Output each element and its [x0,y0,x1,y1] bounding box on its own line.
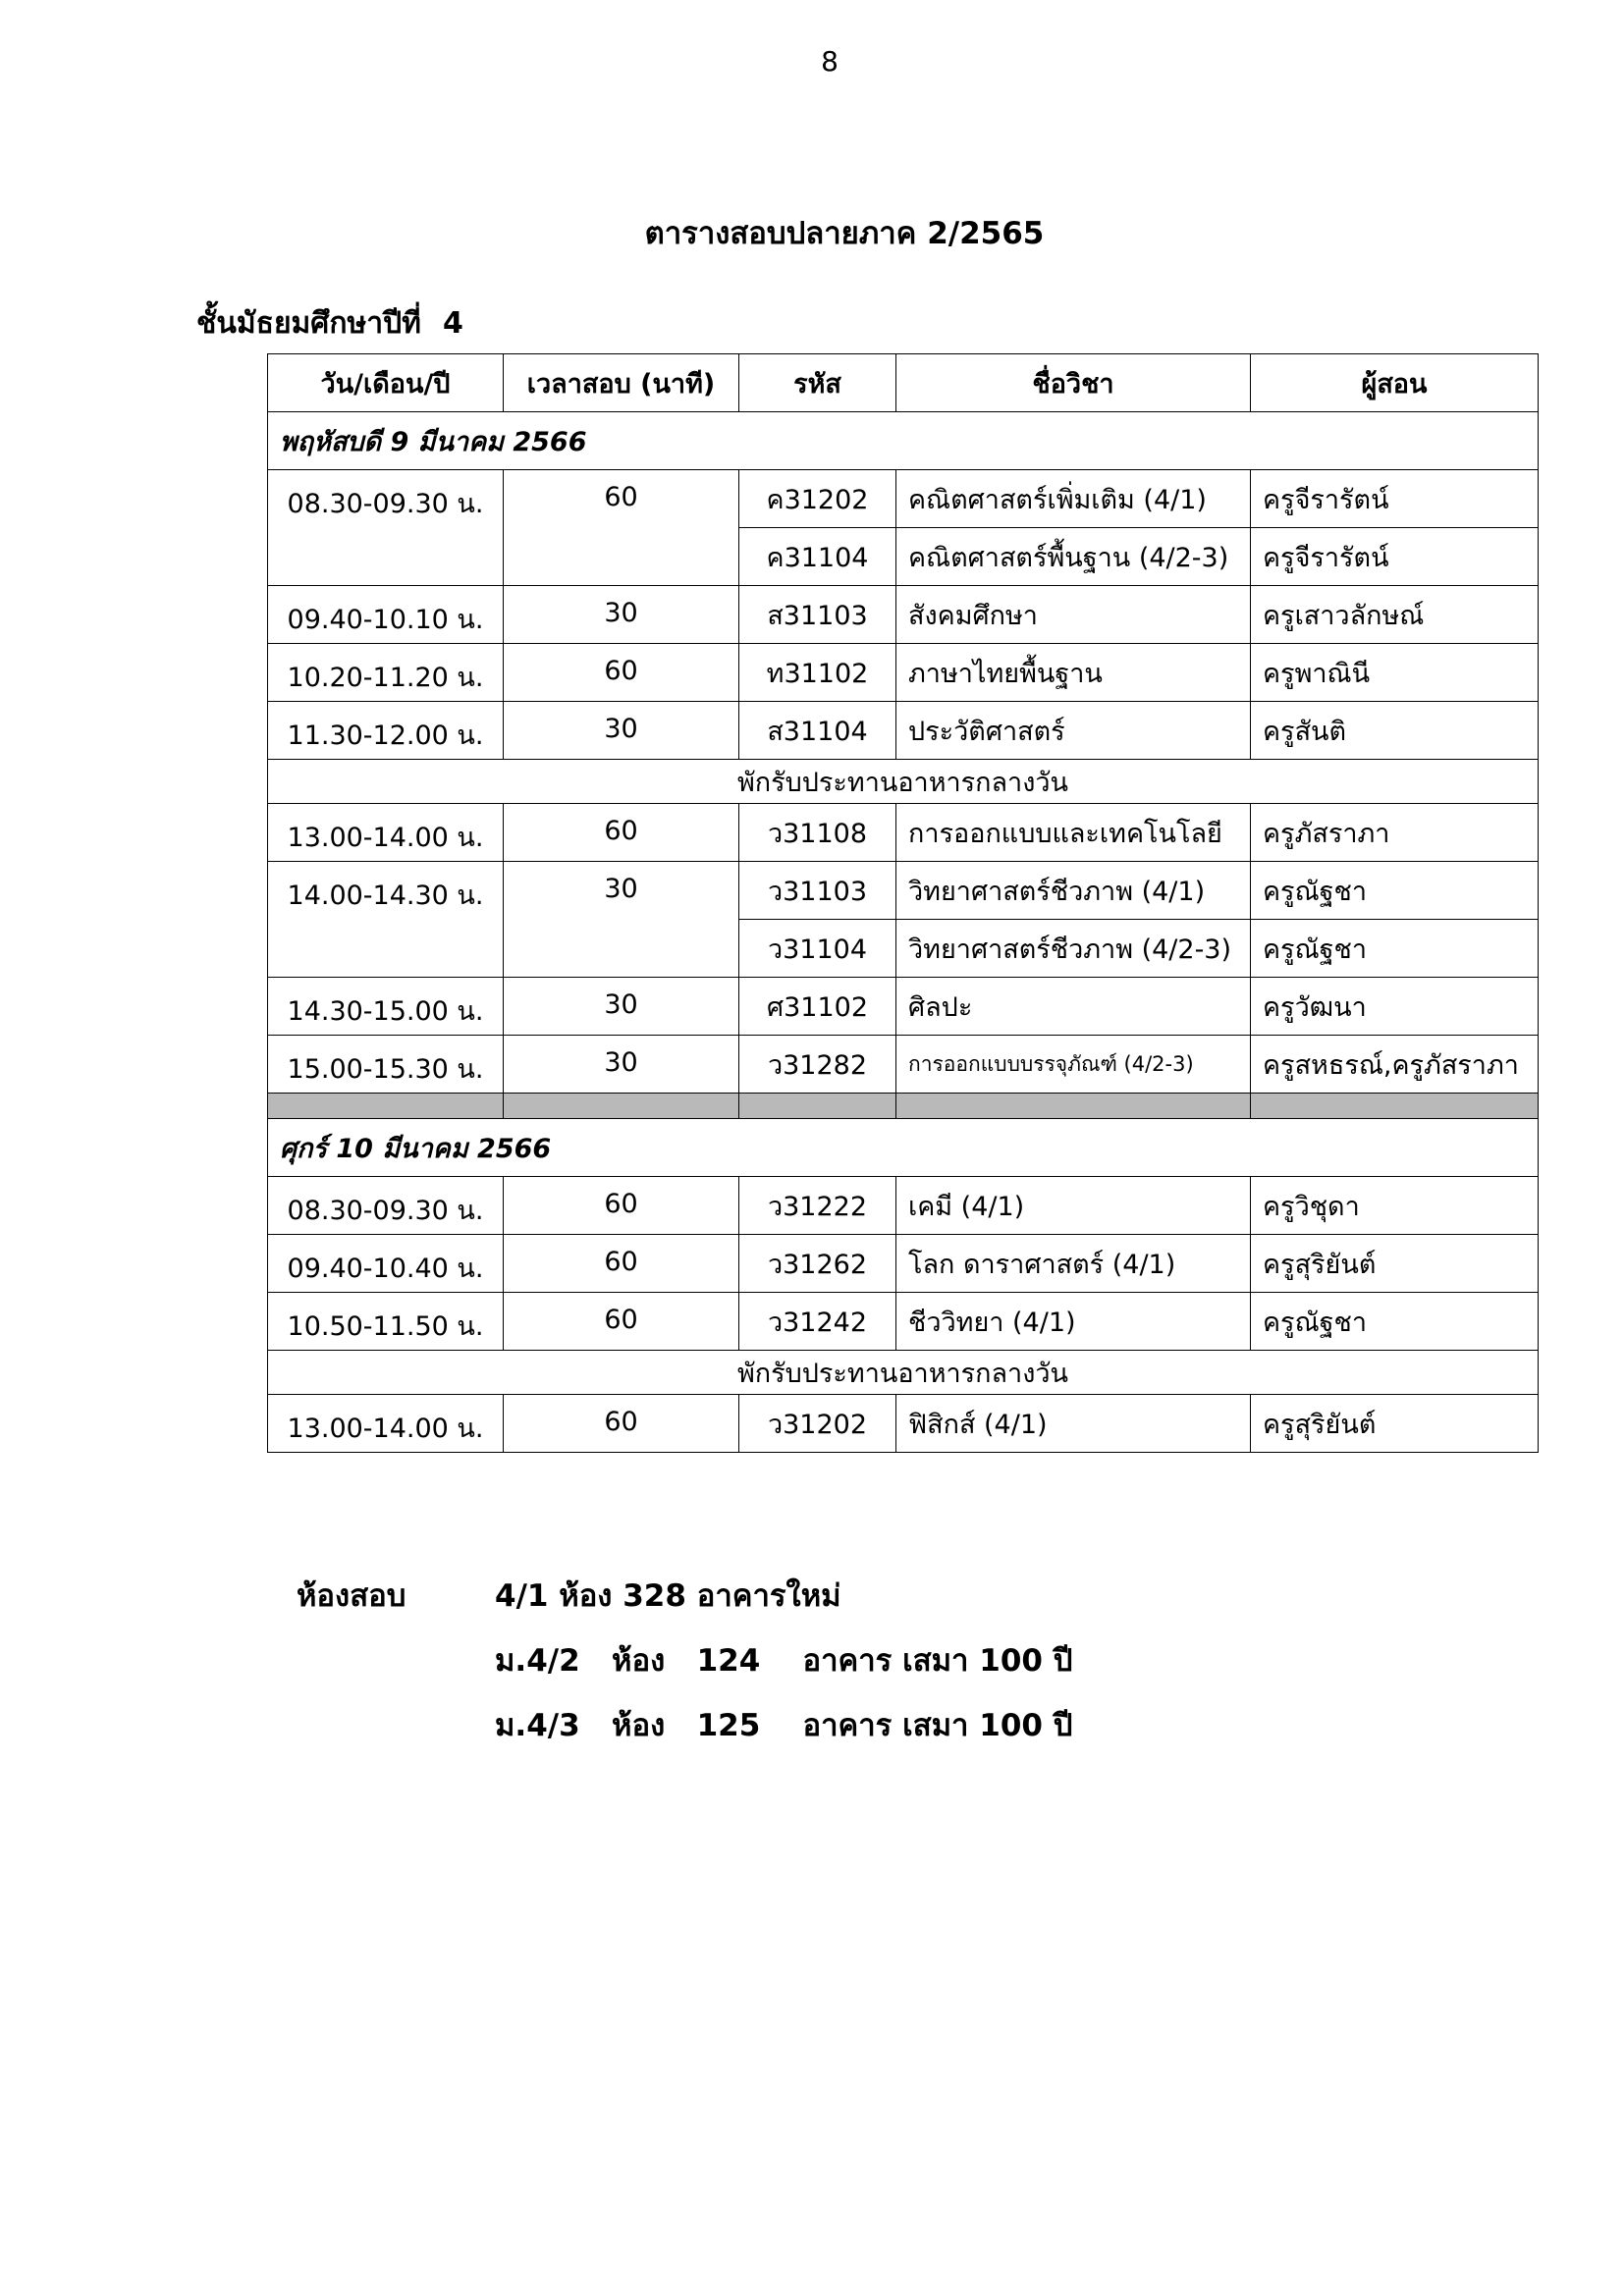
subject-cell: เคมี (4/1) [896,1177,1251,1235]
time-cell: 10.20-11.20 น. [268,644,504,702]
header-teacher: ผู้สอน [1251,354,1539,412]
table-row [268,1293,1539,1351]
duration-cell: 30 [504,702,739,760]
code-cell: ว31104 [739,920,896,978]
teacher-cell: ครูณัฐชา [1251,920,1539,978]
room-line [297,1628,1072,1692]
code-cell: ว31202 [739,1395,896,1453]
time-cell: 10.50-11.50 น. [268,1293,504,1351]
document-title: ตารางสอบปลายภาค 2/2565 [644,216,1045,251]
room-text: 4/1 ห้อง 328 อาคารใหม่ [495,1578,841,1614]
separator-cell [504,1094,739,1119]
lunch-break-label: พักรับประทานอาหารกลางวัน [268,760,1539,804]
subject-cell: วิทยาศาสตร์ชีวภาพ (4/1) [896,862,1251,920]
duration-cell: 60 [504,1395,739,1453]
subject-cell: คณิตศาสตร์เพิ่มเติม (4/1) [896,470,1251,528]
duration-cell: 60 [504,470,739,586]
subject-cell: ชีววิทยา (4/1) [896,1293,1251,1351]
subject-cell: การออกแบบและเทคโนโลยี [896,804,1251,862]
date-row [268,412,1539,470]
room-text: ม.4/2 ห้อง 124 อาคาร เสมา 100 ปี [495,1643,1073,1679]
code-cell: ส31103 [739,586,896,644]
table-row [268,470,1539,528]
teacher-cell: ครูภัสราภา [1251,804,1539,862]
separator-cell [1251,1094,1539,1119]
separator-row [268,1094,1539,1119]
teacher-cell: ครูวัฒนา [1251,978,1539,1036]
time-cell: 14.00-14.30 น. [268,862,504,978]
subject-cell: สังคมศึกษา [896,586,1251,644]
header-duration: เวลาสอบ (นาที) [504,354,739,412]
subject-cell: ศิลปะ [896,978,1251,1036]
exam-schedule-table [267,353,1539,1453]
separator-cell [268,1094,504,1119]
subject-cell: การออกแบบบรรจุภัณฑ์ (4/2-3) [896,1036,1251,1094]
time-cell: 11.30-12.00 น. [268,702,504,760]
lunch-break-label: พักรับประทานอาหารกลางวัน [268,1351,1539,1395]
room-line [297,1692,1072,1757]
code-cell: ว31262 [739,1235,896,1293]
table-row [268,862,1539,920]
code-cell: ค31202 [739,470,896,528]
code-cell: ว31108 [739,804,896,862]
table-row [268,1177,1539,1235]
teacher-cell: ครูสหธรณ์,ครูภัสราภา [1251,1036,1539,1094]
subject-cell: โลก ดาราศาสตร์ (4/1) [896,1235,1251,1293]
time-cell: 15.00-15.30 น. [268,1036,504,1094]
code-cell: ส31104 [739,702,896,760]
table-row [268,804,1539,862]
grade-number: 4 [442,306,463,341]
teacher-cell: ครูสุริยันต์ [1251,1235,1539,1293]
duration-cell: 30 [504,862,739,978]
time-cell: 09.40-10.40 น. [268,1235,504,1293]
code-cell: ท31102 [739,644,896,702]
code-cell: ว31103 [739,862,896,920]
time-cell: 14.30-15.00 น. [268,978,504,1036]
table-row [268,1395,1539,1453]
table-row [268,1235,1539,1293]
header-subject: ชื่อวิชา [896,354,1251,412]
page-number: 8 [821,45,839,78]
room-line [297,1563,1072,1628]
room-text: ม.4/3 ห้อง 125 อาคาร เสมา 100 ปี [495,1708,1073,1743]
table-row [268,644,1539,702]
teacher-cell: ครูสันติ [1251,702,1539,760]
exam-rooms [297,1563,1072,1757]
table-row [268,702,1539,760]
code-cell: ศ31102 [739,978,896,1036]
teacher-cell: ครูเสาวลักษณ์ [1251,586,1539,644]
teacher-cell: ครูพาณินี [1251,644,1539,702]
code-cell: ว31222 [739,1177,896,1235]
exam-date: พฤหัสบดี 9 มีนาคม 2566 [268,412,1539,470]
duration-cell: 30 [504,1036,739,1094]
duration-cell: 60 [504,804,739,862]
duration-cell: 60 [504,1235,739,1293]
teacher-cell: ครูณัฐชา [1251,1293,1539,1351]
separator-cell [739,1094,896,1119]
teacher-cell: ครูวิชุดา [1251,1177,1539,1235]
code-cell: ว31242 [739,1293,896,1351]
table-row [268,586,1539,644]
exam-date: ศุกร์ 10 มีนาคม 2566 [268,1119,1539,1177]
rooms-heading: ห้องสอบ [297,1578,406,1614]
time-cell: 08.30-09.30 น. [268,1177,504,1235]
subject-cell: วิทยาศาสตร์ชีวภาพ (4/2-3) [896,920,1251,978]
header-code: รหัส [739,354,896,412]
subject-cell: ภาษาไทยพื้นฐาน [896,644,1251,702]
teacher-cell: ครูณัฐชา [1251,862,1539,920]
teacher-cell: ครูจีรารัตน์ [1251,470,1539,528]
duration-cell: 60 [504,644,739,702]
teacher-cell: ครูจีรารัตน์ [1251,528,1539,586]
time-cell: 13.00-14.00 น. [268,1395,504,1453]
table-header-row [268,354,1539,412]
subject-cell: ฟิสิกส์ (4/1) [896,1395,1251,1453]
lunch-break-row [268,760,1539,804]
subject-cell: คณิตศาสตร์พื้นฐาน (4/2-3) [896,528,1251,586]
code-cell: ว31282 [739,1036,896,1094]
time-cell: 13.00-14.00 น. [268,804,504,862]
time-cell: 09.40-10.10 น. [268,586,504,644]
lunch-break-row [268,1351,1539,1395]
time-cell: 08.30-09.30 น. [268,470,504,586]
table-row [268,1036,1539,1094]
date-row [268,1119,1539,1177]
duration-cell: 30 [504,978,739,1036]
separator-cell [896,1094,1251,1119]
teacher-cell: ครูสุริยันต์ [1251,1395,1539,1453]
duration-cell: 30 [504,586,739,644]
table-row [268,978,1539,1036]
duration-cell: 60 [504,1293,739,1351]
header-date: วัน/เดือน/ปี [268,354,504,412]
duration-cell: 60 [504,1177,739,1235]
subject-cell: ประวัติศาสตร์ [896,702,1251,760]
grade-label: ชั้นมัธยมศึกษาปีที่ [196,306,421,341]
code-cell: ค31104 [739,528,896,586]
grade-heading [196,300,463,347]
